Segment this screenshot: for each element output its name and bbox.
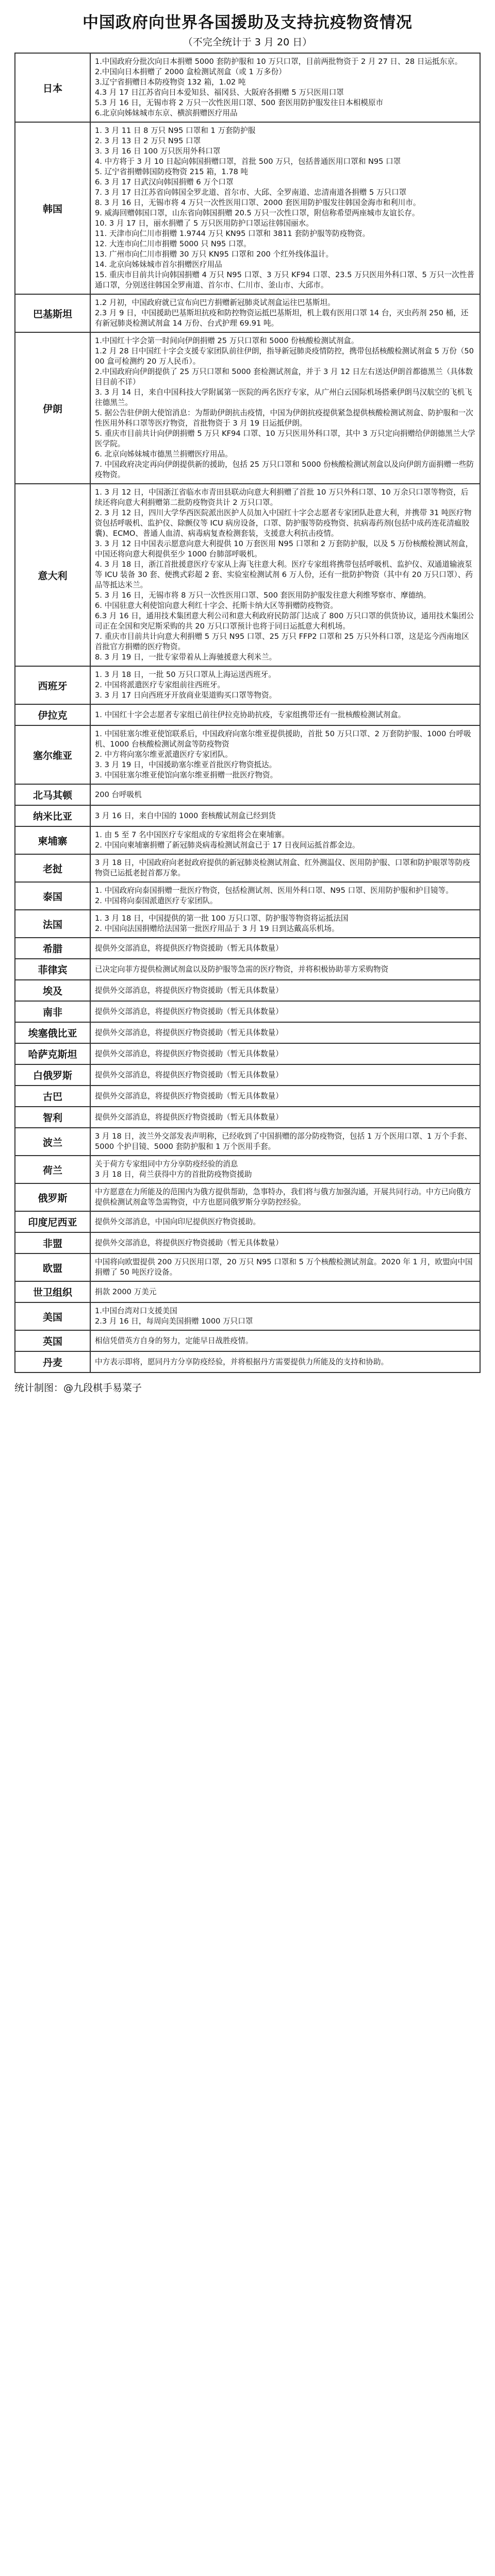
country-cell: 美国 [15,1302,90,1330]
detail-line: 4. 中方将于 3 月 10 日起向韩国捐赠口罩，首批 500 万只，包括普通医用口罩和 N95 口罩 [95,157,401,166]
table-row [15,854,480,882]
detail-line: 5. 辽宁省捐赠韩国防疫物资 215 箱，1.78 吨 [95,167,249,176]
detail-line: 1.2 月 28 日中国红十字会支援专家团队前往伊朗，指导新冠肺炎疫情防控，携带包括核酸检测试剂盒 5 万份（5000 盒可检测约 20 万人民币）。 [95,347,474,366]
detail-cell [90,1183,480,1211]
detail-cell [90,332,480,484]
detail-line: 5. 3 月 16 日，无锡市将 8 万只一次性医用口罩、500 套医用防护服发往意大利维琴察市、摩德纳。 [95,591,431,600]
detail-line: 2.3 月 16 日，每周向美国捐赠 1000 万只口罩 [95,1317,253,1326]
detail-line: 提供外交部消息，将提供医疗物资援助（暂无具体数量） [95,943,283,953]
detail-cell [90,666,480,704]
detail-line: 提供外交部消息，将提供医疗物资援助（暂无具体数量） [95,1112,283,1122]
detail-line: 3 月 18 日，中国政府向老挝政府提供的新冠肺炎检测试剂盒、红外测温仪、医用防护服、口罩和防护眼罩等防疫物资已运抵老挝首都万象。 [95,858,470,877]
detail-line: 3. 3 月 14 日，来自中国科技大学附属第一医院的两名医疗专家，从广州白云国际机场搭乘伊朗马汉航空的飞机飞往德黑兰。 [95,388,472,407]
detail-line: 6.北京向姊妹城市东京、横滨捐赠医疗用品 [95,109,238,117]
country-cell: 波兰 [15,1128,90,1156]
detail-cell [90,805,480,826]
table-row [15,938,480,959]
detail-line: 8. 3 月 19 日，一批专家带着从上海驰援意大利米兰。 [95,653,277,662]
table-row [15,910,480,938]
country-cell: 丹麦 [15,1351,90,1372]
detail-line: 提供外交部消息，将提供医疗物资援助（暂无具体数量） [95,1091,283,1100]
detail-line: 1.中国红十字会第一时间向伊朗捐赠 25 万只口罩和 5000 份核酸检测试剂盒。 [95,336,359,345]
country-cell: 伊拉克 [15,704,90,725]
detail-line: 2. 3 月 12 日，四川大学华西医院派出医护人员加入中国红十字会志愿者专家团队赴意大利，并携带 31 吨医疗物资包括呼吸机、监护仪、除颤仪等 ICU 病房设备，口罩、防护服等防疫物资、抗病毒药剂(包括中成药连花清瘟胶囊)、ECMO、普通人血清、病毒病复查检测套装，支援意大利抗击疫情。 [95,509,472,538]
table-row [15,1043,480,1064]
detail-line: 11. 天津市向仁川市捐赠 1.9744 万只 KN95 口罩和 3811 套防护服等防疫物资。 [95,229,370,238]
detail-line: 1.中国政府分批次向日本捐赠 5000 套防护服和 10 万只口罩，目前两批物资于 2 月 27 日、28 日运抵东京。 [95,57,463,66]
detail-line: 3 月 16 日，来自中国的 1000 套核酸试剂盒已经到货 [95,811,276,820]
detail-cell [90,826,480,854]
detail-line: 9. 威海回赠韩国口罩，山东省向韩国捐赠 20.5 万只一次性口罩，附信称希望两座城市友谊长存。 [95,209,420,217]
country-cell: 白俄罗斯 [15,1064,90,1086]
table-row [15,704,480,725]
detail-line: 12. 大连市向仁川市捐赠 5000 只 N95 口罩。 [95,240,251,248]
detail-line: 5.3 月 16 日，无锡市将 2 万只一次性医用口罩、500 套医用防护服发往日本相模原市 [95,98,384,107]
detail-line: 已决定向菲方提供检测试剂盒以及防护服等急需的医疗物资，并将积极协助菲方采购物资 [95,964,389,974]
detail-line: 1. 3 月 12 日，中国浙江省临水市青田县联动向意大利捐赠了首批 10 万只外科口罩、10 万余只口罩等物资，后续还将向意大利捐赠第二批防疫物资共计 2 万只口罩。 [95,488,469,507]
detail-line: 1. 中国政府向泰国捐赠一批医疗物资，包括检测试剂、医用外科口罩、N95 口罩、医用防护服和护目镜等。 [95,886,453,895]
detail-line: 3. 3 月 17 日向西班牙开放商业渠道购买口罩等物资。 [95,691,277,700]
table-row [15,1107,480,1128]
detail-line: 2. 中方将向塞尔维亚派遣医疗专家团队。 [95,750,233,759]
detail-cell [90,1001,480,1022]
detail-line: 关于荷方专家组同中方分享防疫经验的消息 [95,1160,238,1168]
detail-cell [90,1043,480,1064]
detail-line: 捐款 2000 万美元 [95,1287,157,1296]
country-cell: 纳米比亚 [15,805,90,826]
country-cell: 北马其顿 [15,784,90,805]
detail-line: 10. 3 月 17 日，丽水捐赠了 5 万只医用防护口罩运往韩国丽水。 [95,219,314,228]
detail-cell [90,784,480,805]
detail-line: 4. 3 月 18 日，浙江首批援意医疗专家从上海飞往意大利。医疗专家组将携带包括呼吸机、监护仪、双通道输液泵等 ICU 装备 30 套、便携式彩超 2 套、实验室检测试剂 6 万人份，还有一批防护物资（其中有 20 万只口罩）、药品等抵达米兰。 [95,560,473,589]
detail-line: 3. 3 月 16 日 100 万只医用外科口罩 [95,147,221,156]
detail-line: 提供外交部消息，将提供医疗物资援助（暂无具体数量） [95,986,283,995]
country-cell: 埃塞俄比亚 [15,1022,90,1043]
table-row [15,805,480,826]
detail-line: 7. 重庆市目前共计向意大利捐赠 5 万只 N95 口罩、25 万只 FFP2 口罩和 25 万只外科口罩，这是迄今西南地区首批官方捐赠的医疗物资。 [95,632,469,651]
detail-line: 2.中国政府向伊朗提供了 25 万只口罩和 5000 套检测试剂盒，并于 3 月 12 日左右送达伊朗首都德黑兰（具体数目目前不详） [95,367,473,386]
footer-credit: 统计制图：@九段棋手易菜子 [14,1382,142,1394]
detail-line: 3 月 18 日，波兰外交部发表声明称，已经收到了中国捐赠的部分防疫物资，包括 1 万个医用口罩、1 万个手套、5000 个护目镜、5000 套防护服和 1 万个医用手套。 [95,1132,472,1151]
detail-line: 6.3 月 16 日，通用技术集团意大利公司和意大利政府民防部门达成了 800 万只口罩的供货协议，通用技术集团公司正在全国和突尼斯采购的共 20 万只口罩预计也将于同日运抵意大利机场。 [95,612,474,631]
table-row [15,959,480,980]
table-row [15,484,480,666]
detail-line: 提供外交部消息，将提供医疗物资援助（暂无具体数量） [95,1238,283,1247]
detail-line: 6. 3 月 17 日武汉向韩国捐赠 6 万个口罩 [95,178,234,187]
table-row [15,1302,480,1330]
country-cell: 英国 [15,1330,90,1351]
detail-line: 2. 中国将向泰国派遣医疗专家团队。 [95,896,218,905]
detail-line: 1. 中国驻塞尔维亚使馆联系后，中国政府向塞尔维亚提供援助，首批 50 万只口罩、2 万套防护服、1000 台呼吸机、1000 台核酸检测试剂盒等防疫物资 [95,730,471,749]
detail-cell [90,1232,480,1253]
detail-line: 6. 北京向姊妹城市德黑兰捐赠医疗用品。 [95,450,233,459]
country-cell: 塞尔维亚 [15,725,90,784]
detail-line: 提供外交部消息，将提供医疗物资援助（暂无具体数量） [95,1028,283,1037]
detail-line: 8. 3 月 16 日，无锡市将 4 万只一次性医用口罩、2000 套医用防护服发往韩国金海市和利川市。 [95,198,421,207]
aid-summary-page [14,7,481,1394]
country-cell: 欧盟 [15,1253,90,1281]
detail-cell [90,1351,480,1372]
aid-table [14,53,481,1373]
table-row [15,1064,480,1086]
detail-line: 3.辽宁省捐赠日本防疫物资 132 箱，1.02 吨 [95,78,246,87]
detail-line: 14. 北京向姊妹城市首尔捐赠医疗用品 [95,260,222,269]
detail-line: 3. 3 月 12 日中国表示愿意向意大利提供 10 万套医用 N95 口罩和 2 万套防护服，以及 5 万份核酸检测试剂盒，中国还将向意大利提供至少 1000 台肺部呼吸机。 [95,539,473,558]
detail-line: 2. 中国将派遣医疗专家组前往西班牙。 [95,681,225,689]
detail-line: 提供外交部消息，将提供医疗物资援助（暂无具体数量） [95,1049,283,1058]
detail-line: 1. 由 5 至 7 名中国医疗专家组成的专家组将会在柬埔寨。 [95,831,289,839]
table-row [15,1253,480,1281]
detail-cell [90,959,480,980]
detail-line: 1. 3 月 18 日，中国提供的第一批 100 万只口罩、防护服等物资将运抵法国 [95,914,349,923]
detail-cell [90,1253,480,1281]
detail-line: 3 月 18 日，荷兰获得中方的首批防疫物资援助 [95,1170,252,1179]
table-row [15,1330,480,1351]
detail-cell [90,980,480,1001]
page-subtitle: （不完全统计于 3 月 20 日） [183,37,312,48]
table-row [15,1281,480,1302]
table-row [15,53,480,122]
table-row [15,725,480,784]
country-cell: 老挝 [15,854,90,882]
detail-cell [90,1107,480,1128]
detail-line: 1. 3 月 11 日 8 万只 N95 口罩和 1 万套防护服 [95,126,256,135]
detail-cell [90,1281,480,1302]
detail-line: 2.中国向日本捐赠了 2000 盒检测试剂盒（或 1 万多份） [95,67,286,76]
detail-line: 7. 中国政府决定再向伊朗提供新的援助，包括 25 万只口罩和 5000 份核酸检测试剂盒以及向伊朗方面捐赠一些防疫物资。 [95,460,474,479]
table-row [15,1232,480,1253]
detail-line: 1. 中国红十字会志愿者专家组已前往伊拉克协助抗疫，专家组携带还有一批核酸检测试剂盒。 [95,710,406,719]
country-cell: 西班牙 [15,666,90,704]
detail-line: 2.3 月 9 日，中国援助巴基斯坦抗疫和防控物资运抵巴基斯坦，机上载有医用口罩 14 台，灭虫药剂 250 桶，还有新冠肺炎检测试剂盒 14 万份、台式护理 69.91 吨。 [95,309,469,328]
country-cell: 哈萨克斯坦 [15,1043,90,1064]
table-row [15,332,480,484]
detail-line: 1.中国台湾对口支援美国 [95,1307,177,1315]
detail-cell [90,1128,480,1156]
country-cell: 埃及 [15,980,90,1001]
detail-cell [90,725,480,784]
country-cell: 非盟 [15,1232,90,1253]
detail-line: 2. 中国向柬埔寨捐赠了新冠肺炎病毒检测试剂盒已于 17 日夜间运抵首都金边。 [95,841,360,850]
country-cell: 荷兰 [15,1156,90,1183]
detail-cell [90,882,480,910]
country-cell: 柬埔寨 [15,826,90,854]
table-row [15,294,480,332]
detail-cell [90,1086,480,1107]
detail-cell [90,484,480,666]
country-cell: 伊朗 [15,332,90,484]
detail-line: 中方愿意在力所能及的范围内为俄方提供帮助，急事特办，我们将与俄方加强沟通，开展共同行动。中方已向俄方提供检测试剂盒等急需物资，中方也愿同俄罗斯分享防控经验。 [95,1188,471,1207]
table-row [15,980,480,1001]
table-row [15,784,480,805]
detail-line: 6. 中国驻意大利使馆向意大利红十字会、托斯卡纳大区等捐赠防疫物资。 [95,601,338,610]
country-cell: 古巴 [15,1086,90,1107]
table-row [15,1156,480,1183]
country-cell: 意大利 [15,484,90,666]
detail-line: 5. 据公告驻伊朗大使馆消息：为帮助伊朗抗击疫情，中国为伊朗抗疫提供紧急提供核酸检测试剂盒、防护服和一次性医用外科口罩等医疗物资，首批物资于 3 月 19 日运抵伊朗。 [95,409,473,428]
country-cell: 印度尼西亚 [15,1211,90,1232]
detail-line: 3. 3 月 19 日，中国援助塞尔维亚首批医疗物资抵达。 [95,760,277,769]
detail-line: 5. 重庆市目前共计向伊朗捐赠 5 万只 KF94 口罩、10 万只医用外科口罩，其中 3 万只定向捐赠给伊朗德黑兰大学医学院。 [95,429,475,448]
table-row [15,1086,480,1107]
detail-line: 相信凭借英方自身的努力，定能早日战胜疫情。 [95,1336,253,1345]
detail-cell [90,854,480,882]
detail-line: 2. 中国向法国捐赠给法国第一批医疗用品于 3 月 19 日到达戴高乐机场。 [95,924,339,933]
table-row [15,1128,480,1156]
detail-line: 4.3 月 17 日江苏省向日本爱知县、福冈县、大阪府各捐赠 5 万只医用口罩 [95,88,344,97]
country-cell: 韩国 [15,122,90,294]
detail-cell [90,1022,480,1043]
table-row [15,1183,480,1211]
country-cell: 菲律宾 [15,959,90,980]
country-cell: 希腊 [15,938,90,959]
country-cell: 世卫组织 [15,1281,90,1302]
detail-line: 1.2 月初，中国政府就已宣布向巴方捐赠新冠肺炎试剂盒运往巴基斯坦。 [95,298,335,307]
detail-line: 13. 广州市向仁川市捐赠 30 万只 KN95 口罩和 200 个红外线体温计。 [95,250,334,259]
detail-line: 15. 重庆市目前共计向韩国捐赠 4 万只 N95 口罩、3 万只 KF94 口罩、23.5 万只医用外科口罩、5 万只一次性普通口罩，分别送往韩国全罗南道、首尔市、仁川市、釜山市、大邱市。 [95,270,474,290]
table-row [15,666,480,704]
detail-cell [90,122,480,294]
aid-table-body [15,53,480,1372]
country-cell: 南非 [15,1001,90,1022]
detail-cell [90,1064,480,1086]
detail-line: 200 台呼吸机 [95,790,142,799]
table-row [15,1022,480,1043]
table-row [15,1211,480,1232]
detail-line: 中方表示即将，愿同丹方分享防疫经验，并将根据丹方需要提供力所能及的支持和协助。 [95,1357,389,1366]
table-row [15,826,480,854]
detail-cell [90,1330,480,1351]
detail-line: 提供外交部消息，将提供医疗物资援助（暂无具体数量） [95,1070,283,1079]
country-cell: 智利 [15,1107,90,1128]
country-cell: 巴基斯坦 [15,294,90,332]
table-row [15,1001,480,1022]
country-cell: 泰国 [15,882,90,910]
detail-cell [90,294,480,332]
detail-line: 中国将向欧盟提供 200 万只医用口罩，20 万只 N95 口罩和 5 万个核酸检测试剂盒。2020 年 1 月，欧盟向中国捐赠了 50 吨医疗设备。 [95,1258,473,1277]
table-row [15,1351,480,1372]
detail-cell [90,704,480,725]
country-cell: 俄罗斯 [15,1183,90,1211]
detail-line: 7. 3 月 17 日江苏省向韩国全罗北道、首尔市、大邱、全罗南道、忠清南道各捐赠 5 万只口罩 [95,188,407,197]
country-cell: 法国 [15,910,90,938]
detail-cell [90,938,480,959]
detail-cell [90,1211,480,1232]
table-row [15,882,480,910]
country-cell: 日本 [15,53,90,122]
detail-cell [90,53,480,122]
table-row [15,122,480,294]
detail-line: 3. 中国驻塞尔维亚使馆向塞尔维亚捐赠一批医疗物资。 [95,771,278,779]
detail-line: 2. 3 月 13 日 2 万只 N95 口罩 [95,137,201,145]
page-title: 中国政府向世界各国援助及支持抗疫物资情况 [82,13,412,32]
detail-cell [90,1156,480,1183]
detail-line: 1. 3 月 18 日，一批 50 万只口罩从上海运送西班牙。 [95,670,276,679]
detail-line: 提供外交部消息，中国向印尼提供医疗物资援助。 [95,1217,261,1226]
detail-line: 提供外交部消息，将提供医疗物资援助（暂无具体数量） [95,1007,283,1016]
detail-cell [90,910,480,938]
detail-cell [90,1302,480,1330]
